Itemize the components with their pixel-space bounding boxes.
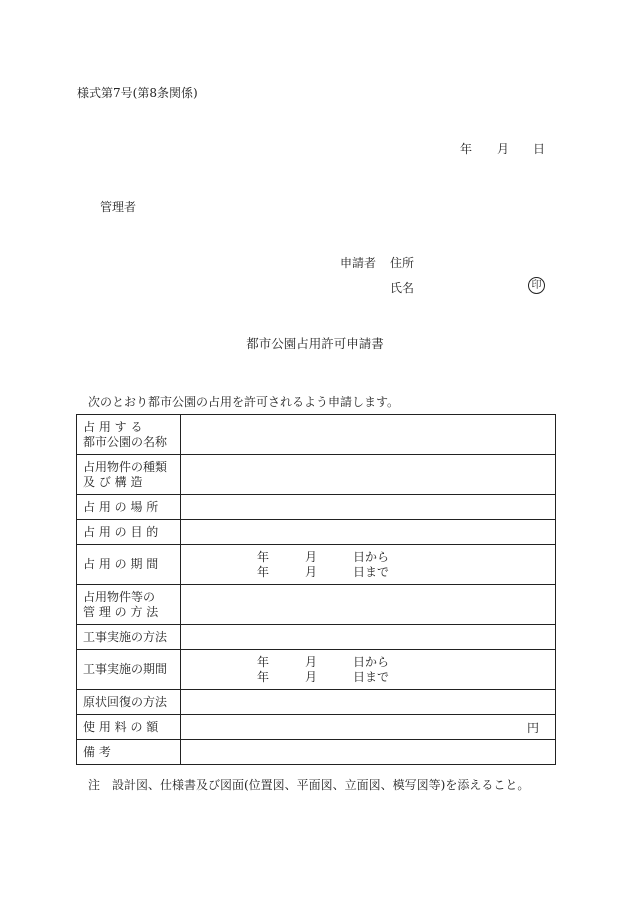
label-remarks: 備 考 [77, 740, 181, 765]
label-location: 占 用 の 場 所 [77, 495, 181, 520]
address-label: 住所 [390, 256, 415, 270]
value-restoration[interactable] [181, 690, 556, 715]
label-purpose: 占 用 の 目 的 [77, 520, 181, 545]
row-construction-period [77, 650, 556, 690]
row-construction-method [77, 625, 556, 650]
value-park-name[interactable] [181, 415, 556, 455]
row-management [77, 585, 556, 625]
value-purpose[interactable] [181, 520, 556, 545]
yen-unit: 円 [526, 720, 539, 735]
intro-text: 次のとおり都市公園の占用を許可されるよう申請します。 [88, 395, 400, 409]
value-fee[interactable] [181, 715, 556, 740]
value-management[interactable] [181, 585, 556, 625]
label-construction-period: 工事実施の期間 [77, 650, 181, 690]
value-construction-method[interactable] [181, 625, 556, 650]
date-day: 日 [533, 142, 546, 156]
seal-mark: 印 [528, 277, 545, 294]
applicant-label: 申請者 [340, 256, 377, 270]
form-number: 様式第7号(第8条関係) [77, 86, 198, 100]
row-restoration [77, 690, 556, 715]
row-fee [77, 715, 556, 740]
row-purpose [77, 520, 556, 545]
value-construction-period[interactable]: 年 月 日から 年 月 日まで [181, 650, 556, 690]
date-year: 年 [460, 142, 473, 156]
value-period[interactable]: 年 月 日から 年 月 日まで [181, 545, 556, 585]
value-location[interactable] [181, 495, 556, 520]
value-object-type[interactable] [181, 455, 556, 495]
label-management: 占用物件等の 管 理 の 方 法 [77, 585, 181, 625]
row-park-name [77, 415, 556, 455]
date-month: 月 [497, 142, 510, 156]
row-period [77, 545, 556, 585]
document-title: 都市公園占用許可申請書 [246, 336, 384, 351]
row-location [77, 495, 556, 520]
row-object-type [77, 455, 556, 495]
row-remarks [77, 740, 556, 765]
value-remarks[interactable] [181, 740, 556, 765]
label-construction-method: 工事実施の方法 [77, 625, 181, 650]
note-text: 注 設計図、仕様書及び図面(位置図、平面図、立面図、模写図等)を添えること。 [88, 778, 530, 792]
label-fee: 使 用 料 の 額 [77, 715, 181, 740]
label-period: 占 用 の 期 間 [77, 545, 181, 585]
addressee: 管理者 [100, 200, 137, 214]
name-label: 氏名 [390, 281, 415, 295]
label-park-name: 占 用 す る 都市公園の名称 [77, 415, 181, 455]
label-object-type: 占用物件の種類 及 び 構 造 [77, 455, 181, 495]
label-restoration: 原状回復の方法 [77, 690, 181, 715]
application-table [76, 414, 556, 765]
